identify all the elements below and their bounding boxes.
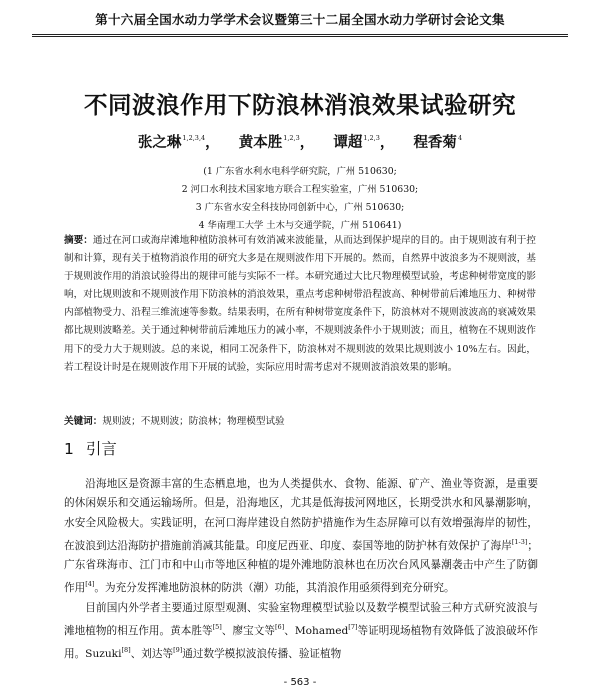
author-separator: ， (205, 134, 220, 151)
abstract (64, 232, 536, 377)
citation: [8] (121, 646, 131, 655)
author: 张之琳$^{1,2,3,4}$ (137, 134, 206, 151)
citation: [1-3] (511, 537, 528, 546)
section-number: 1 (64, 440, 74, 458)
affiliation: (1 广东省水利水电科学研究院，广州 510630; (203, 166, 397, 177)
section-heading (64, 437, 117, 459)
keywords-text: 规则波；不规则波；防浪林；物理模型试验 (102, 416, 285, 427)
affiliation: 3 广东省水安全科技协同创新中心，广州 510630; (195, 202, 405, 213)
running-header: 第十六届全国水动力学学术会议暨第三十二届全国水动力学研讨会论文集 (32, 10, 568, 37)
paragraph: 沿海地区是资源丰富的生态栖息地，也为人类提供水、食物、能源、矿产、渔业等资源，是重要的休闲娱乐和交通运输场所。但是，沿海地区，尤其是低海拔河网地区，长期受洪水和风暴潮影响，水安全风险极大。实践证明，在河口海岸建设自然防护措施作为生态屏障可以有效增强海岸的韧性，在波浪到达沿海防护措施前消减其能量。印度尼西亚、印度、泰国等地的防护林有效保护了海岸[1-3]；广东省珠海市、江门市和中山市等地区种植的堤外滩地防浪林也在历次台风风暴潮袭击中产生了防御作用[4]。为充分发挥滩地防浪林的防洪（潮）功能，其消浪作用亟须得到充分研究。 (64, 478, 538, 595)
author-separator: ， (299, 134, 315, 151)
author-list (0, 131, 600, 152)
body-text (64, 475, 538, 665)
citation: [9] (173, 646, 183, 655)
abstract-text: 通过在河口或海岸滩地种植防浪林可有效消减来波能量，从而达到保护堤岸的目的。由于规则波有利于控制和计算，现有关于植物消浪作用的研究大多是在规则波作用下开展的。然而，自然界中波浪多为不规则波，基于规则波作用的消浪试验得出的规律可能与实际不一样。本研究通过大比尺物理模型试验，考虑种树带宽度的影响，对比规则波和不规则波作用下防浪林的消浪效果，重点考虑种树带沿程波高、种树带前后滩地压力、种树带内部植物受力、沿程三维流速等参数。结果表明，在所有种树带宽度条件下，防浪林对不规则波波高的衰减效果都比规则波略差。关于通过种树带前后滩地压力的减小率，不规则波条件小于规则波；而且，植物在不规则波作用下的受力大于规则波。总的来说，相同工况条件下，防浪林对不规则波的效果比规则波小 10%左右。因此，若工程设计时是在规则波作用下开展的试验，实际应用时需考虑对不规则波消浪效果的影响。 (64, 235, 537, 373)
citation: [4] (85, 580, 95, 589)
citation: [6] (274, 623, 285, 632)
affiliation: 4 华南理工大学 土木与交通学院，广州 510641) (198, 220, 402, 231)
abstract-label: 摘要： (64, 235, 93, 246)
affiliation: 2 河口水利技术国家地方联合工程实验室，广州 510630; (181, 184, 419, 195)
paragraph: 目前国内外学者主要通过原型观测、实验室物理模型试验以及数学模型试验三种方式研究波浪与滩地植物的相互作用。黄本胜等[5]、廖宝文等[6]、Mohamed[7]等证明现场植物有效降低了波浪破坏作用。Suzuki[8]、刘达等[9]通过数学模拟波浪传播、验证植物 (64, 601, 539, 661)
author: 黄本胜$^{1,2,3}$ (238, 134, 300, 151)
citation: [5] (212, 623, 222, 632)
page-number: - 563 - (283, 677, 317, 688)
author: 谭超$^{1,2,3}$ (333, 134, 380, 151)
paper-title: 不同波浪作用下防浪林消浪效果试验研究 (84, 91, 516, 119)
keywords-label: 关键词： (64, 416, 103, 427)
keywords (64, 413, 536, 431)
citation: [7] (348, 623, 358, 632)
author-separator: ， (379, 134, 395, 151)
author: 程香菊$^4$ (413, 134, 463, 151)
section-title: 引言 (85, 440, 117, 458)
